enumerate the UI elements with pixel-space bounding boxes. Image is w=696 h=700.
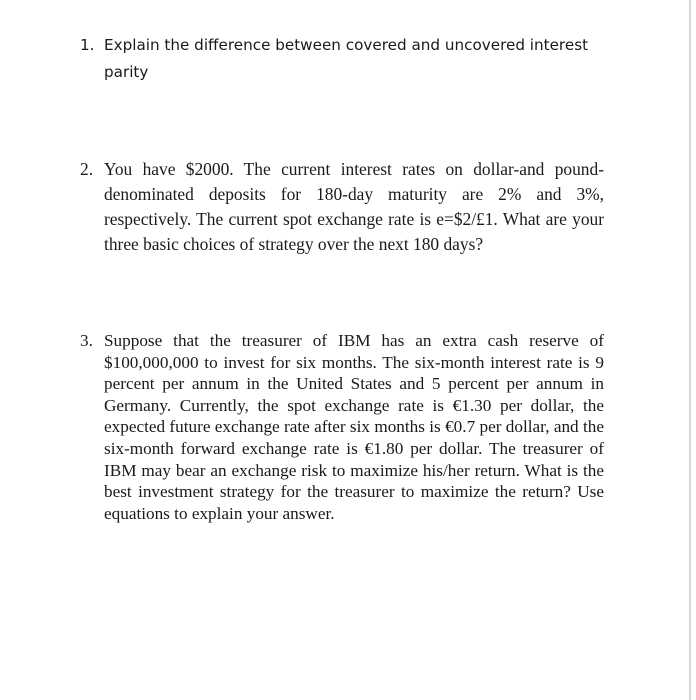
question-number: 3. [80, 331, 93, 350]
question-text: Explain the difference between covered and uncovered interest parity [104, 36, 589, 81]
question-1 [80, 32, 604, 86]
question-2 [80, 157, 604, 257]
question-number: 1. [80, 36, 95, 54]
question-text: You have $2000. The current interest rates on dollar-and pound-denominated deposits for 180-day maturity are 2% and 3%, respectively. The current spot exchange rate is e=$2/£1. What are your three basic choices of strategy over the next 180 days? [104, 159, 604, 254]
page-edge-divider [689, 0, 691, 700]
question-number: 2. [80, 159, 94, 179]
question-text: Suppose that the treasurer of IBM has an extra cash reserve of $100,000,000 to invest for six months. The six-month interest rate is 9 percent per annum in the United States and 5 percent per annum in Germany. Currently, the spot exchange rate is €1.30 per dollar, the expected future exchange rate after six months is €0.7 per dollar, and the six-month forward exchange rate is €1.80 per dollar. The treasurer of IBM may bear an exchange risk to maximize his/her return. What is the best investment strategy for the treasurer to maximize the return? Use equations to explain your answer. [104, 331, 604, 523]
question-3 [80, 330, 604, 524]
